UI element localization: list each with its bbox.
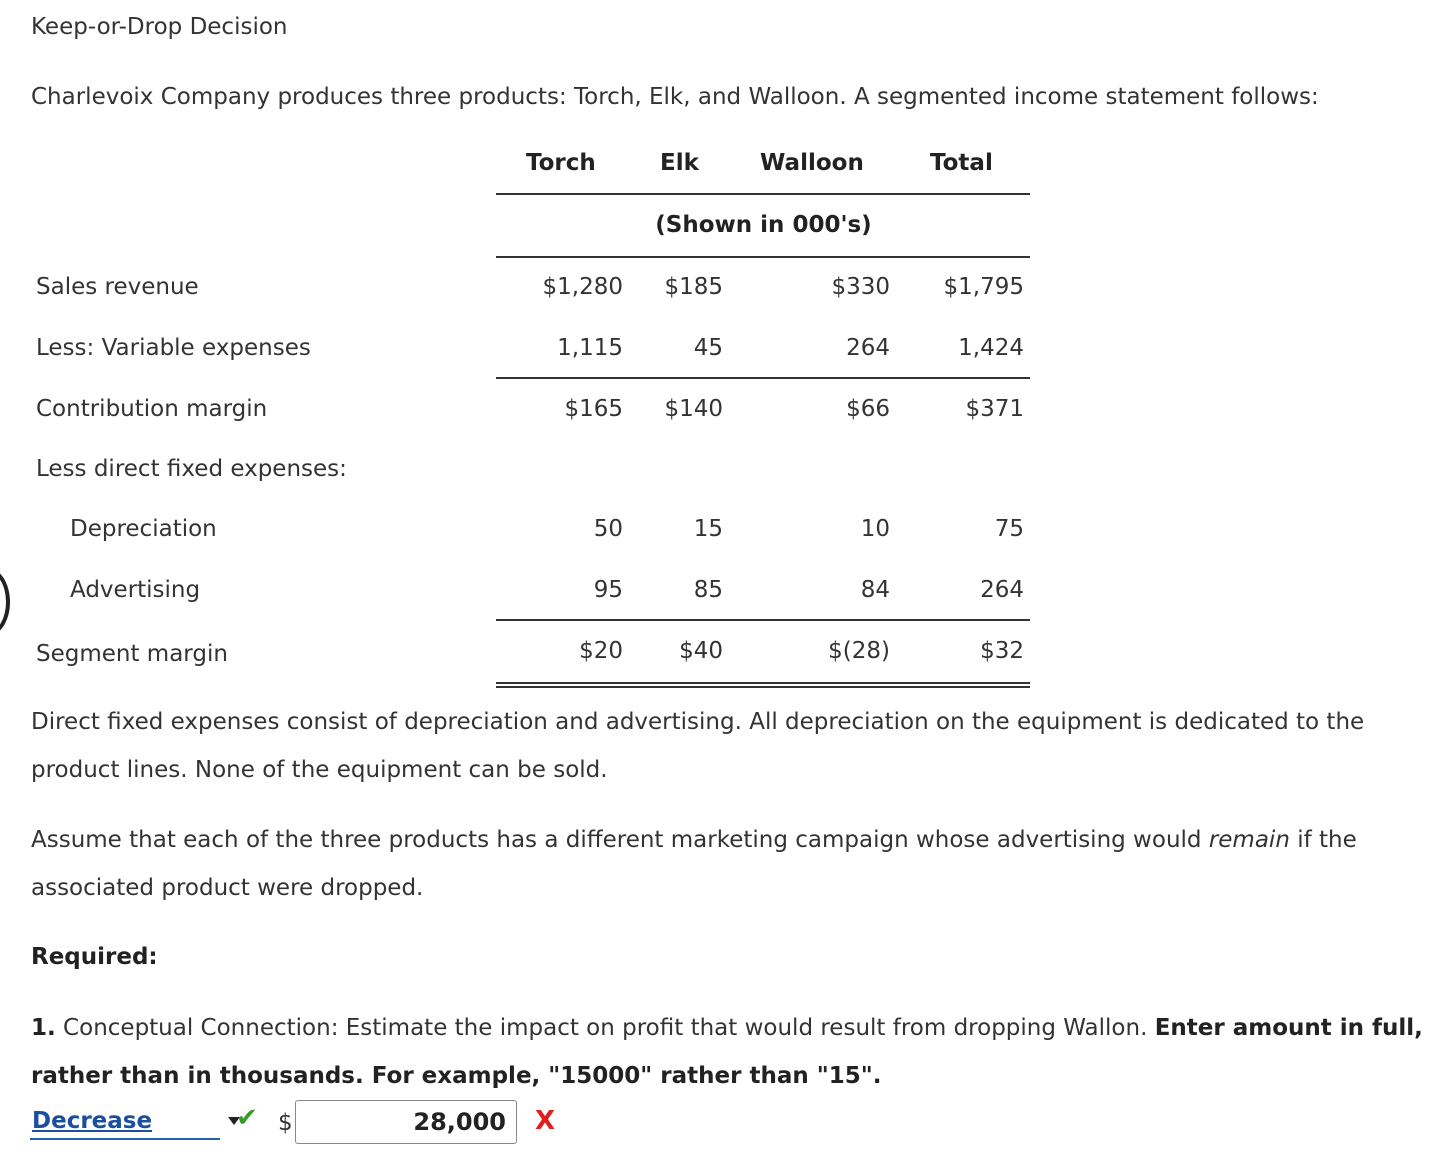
cell-value: 50 bbox=[593, 516, 623, 542]
cell-value: $330 bbox=[831, 274, 890, 300]
cell-value: 75 bbox=[994, 516, 1024, 542]
question-1: 1. Conceptual Connection: Estimate the impact on profit that would result from dropping Wallon. Enter amount in full, rather than in thousands. For example, "15000" rather than "15". bbox=[31, 1015, 1423, 1089]
cell-value: 10 bbox=[860, 516, 890, 542]
currency-symbol: $ bbox=[278, 1110, 293, 1136]
cell-value: 1,424 bbox=[958, 335, 1024, 361]
col-header-walloon: Walloon bbox=[760, 150, 864, 176]
cell-value: 1,115 bbox=[557, 335, 623, 361]
cell-value: $140 bbox=[664, 396, 723, 422]
row-label-variable-expenses: Less: Variable expenses bbox=[36, 335, 311, 361]
cell-value: $185 bbox=[664, 274, 723, 300]
paragraph-assumption: Assume that each of the three products has a different marketing campaign whose advertising would remain if the associated product were dropped. bbox=[31, 827, 1357, 901]
intro-text: Charlevoix Company produces three products: Torch, Elk, and Walloon. A segmented income statement follows: bbox=[31, 84, 1319, 110]
cell-value: 15 bbox=[693, 516, 723, 542]
check-icon: ✔ bbox=[236, 1103, 258, 1133]
unit-note: (Shown in 000's) bbox=[655, 212, 872, 238]
row-label-depreciation: Depreciation bbox=[70, 516, 217, 542]
cell-value: $32 bbox=[980, 638, 1024, 664]
cell-value: 85 bbox=[693, 577, 723, 603]
row-label-segment-margin: Segment margin bbox=[36, 641, 228, 667]
row-label-sales-revenue: Sales revenue bbox=[36, 274, 199, 300]
col-header-total: Total bbox=[930, 150, 993, 176]
direction-select[interactable] bbox=[30, 1108, 220, 1140]
cell-value: $(28) bbox=[828, 638, 890, 664]
header-rule bbox=[496, 193, 1030, 195]
col-header-torch: Torch bbox=[526, 150, 596, 176]
paragraph-direct-fixed: Direct fixed expenses consist of depreciation and advertising. All depreciation on the equipment is dedicated to the product lines. None of the equipment can be sold. bbox=[31, 709, 1365, 783]
required-heading: Required: bbox=[31, 944, 158, 970]
cell-value: $1,280 bbox=[542, 274, 623, 300]
incorrect-icon: X bbox=[535, 1106, 556, 1136]
direction-select-value: Decrease bbox=[32, 1108, 153, 1134]
cell-value: $66 bbox=[846, 396, 890, 422]
cell-value: $1,795 bbox=[943, 274, 1024, 300]
row-label-contribution-margin: Contribution margin bbox=[36, 396, 268, 422]
col-header-elk: Elk bbox=[660, 150, 699, 176]
cell-value: 84 bbox=[860, 577, 890, 603]
row-label-advertising: Advertising bbox=[70, 577, 201, 603]
partial-circle-mark bbox=[0, 568, 10, 636]
amount-input[interactable]: 28,000 bbox=[295, 1100, 517, 1144]
cell-value: $40 bbox=[679, 638, 723, 664]
cell-value: 45 bbox=[693, 335, 723, 361]
unit-rule bbox=[496, 256, 1030, 258]
cell-value: 95 bbox=[593, 577, 623, 603]
cell-value: $371 bbox=[965, 396, 1024, 422]
page-title: Keep-or-Drop Decision bbox=[31, 14, 288, 40]
fixed-expenses-rule bbox=[496, 619, 1030, 621]
row-label-direct-fixed-expenses: Less direct fixed expenses: bbox=[36, 456, 347, 482]
cell-value: 264 bbox=[980, 577, 1024, 603]
subtotal-rule bbox=[496, 377, 1030, 379]
cell-value: $20 bbox=[579, 638, 623, 664]
total-double-rule bbox=[496, 682, 1030, 688]
cell-value: 264 bbox=[846, 335, 890, 361]
cell-value: $165 bbox=[564, 396, 623, 422]
